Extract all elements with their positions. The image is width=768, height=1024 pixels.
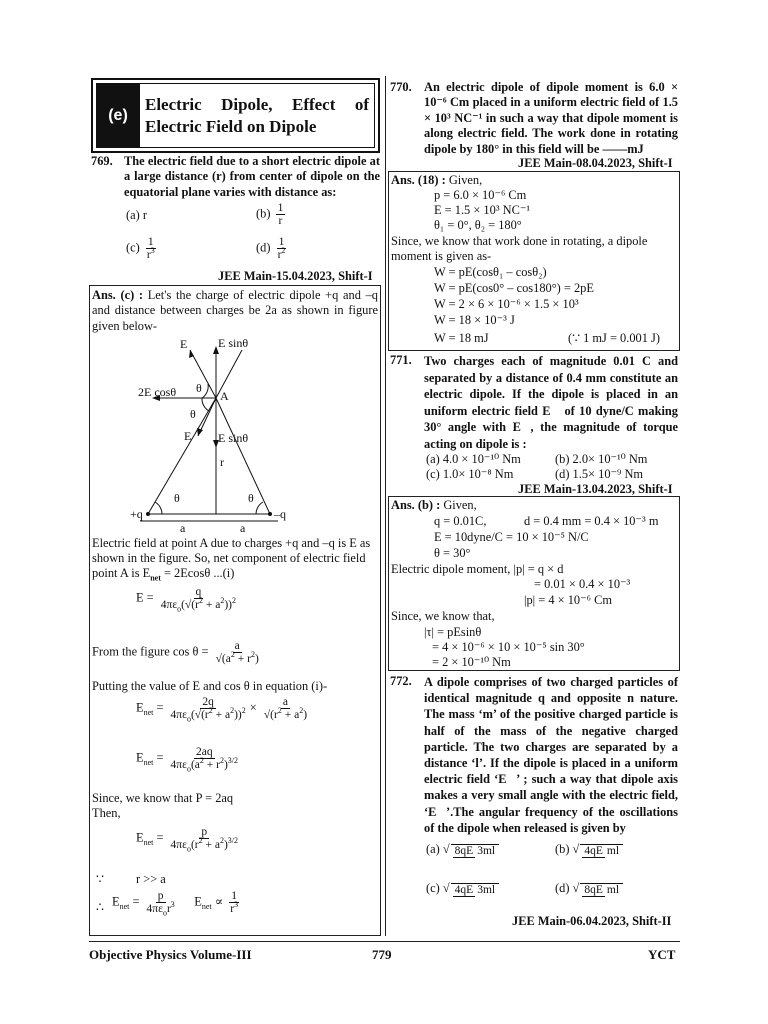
a769-line3: point A is $E_{net} = 2Ecos\theta$ ...(i) [92,566,235,583]
q771-text: Two charges each of magnitude 0.01 C and separated by a distance of 0.4 mm constitute an electric dipole. If the dipole is placed in an uniform electric field E⃗ of 10 dyne/C making 30° angle with E⃗, the magnitude of torque acting on dipole is : [424,354,678,451]
q771-number: 771. [390,353,412,367]
a771-l7: Since, we know that, [391,609,495,623]
dipole-figure [92,336,378,536]
q769-source: JEE Main-15.04.2023, Shift-I [218,269,373,283]
fig-label-E: E [180,337,188,351]
fig-label-A: A [220,389,229,403]
q772-option-c: (c) √ 4qE 3ml [426,881,501,896]
section-header [91,78,380,153]
fig-label-a2: a [240,521,246,535]
fig-label-theta3: θ [174,491,180,505]
q771-option-a: (a) 4.0 × 10⁻¹⁰ Nm [426,452,521,466]
a771-l1a: q = 0.01C, [434,514,487,528]
footer-title: Objective Physics Volume-III [89,947,252,962]
a769-line1: Electric field at point A due to charges +q and –q is E as [92,536,371,550]
a771-l10: = 2 × 10⁻¹⁰ Nm [432,655,511,669]
a770-l3: θ₁ = 0°, θ₂ = 180° [434,218,522,232]
a770-l1: p = 6.0 × 10⁻⁶ Cm [434,188,527,202]
q769-option-b: (b) $\frac{1}{r}$ [256,202,284,227]
section-tag: (e) [96,83,140,148]
a770-l4: Since, we know that work done in rotating, a dipole [391,234,648,248]
a771-l2: E = 10dyne/C = 10 × 10⁻⁵ N/C [434,530,589,544]
fig-label-E2: E [184,429,192,443]
a771-l3: θ = 30° [434,546,471,560]
q769-option-d: (d) $\frac{1}{r^2}$ [256,236,286,261]
q770-source: JEE Main-08.04.2023, Shift-I [518,156,673,170]
q771-option-c: (c) 1.0× 10⁻⁸ Nm [426,467,514,481]
fig-label-plusq: +q [130,507,143,521]
a770-l5: moment is given as- [391,249,492,263]
q769-option-a: (a) r [126,208,147,222]
a770-ans: Ans. (18) : Given, [391,173,483,187]
a770-l7: W = pE(cos0° – cos180°) = 2pE [434,281,594,295]
q771-option-d: (d) 1.5× 10⁻⁹ Nm [555,467,644,481]
q772-source: JEE Main-06.04.2023, Shift-II [512,914,672,928]
footer-rule [89,941,680,942]
q772-option-b: (b) √ 4qE ml [555,842,625,857]
fig-label-theta2: θ [190,407,196,421]
a769-then: Then, [92,806,121,820]
fig-label-r: r [220,455,224,469]
fig-label-2Ecos: 2E cosθ [138,385,177,399]
a769-r-gg-a: r >> a [136,872,166,886]
a769-putting: Putting the value of E and cos θ in equation (i)- [92,679,328,693]
a769-eq-enet3: $E_{net}$ = $\frac{p}{4\pi\varepsilon_o(r^2 + a^2)^{3/2}}$ [136,826,239,854]
section-title: Electric Dipole, Effect of Electric Field on Dipole [145,95,369,136]
q772-option-d: (d) √ 8qE ml [555,881,625,896]
q769-text: The electric field due to a short electric dipole at a large distance (r) from center of dipole on the equatorial plane varies with distance as: [124,154,380,199]
fig-label-Esin-bot: E sinθ [218,431,249,445]
a771-l9: = 4 × 10⁻⁶ × 10 × 10⁻⁵ sin 30° [432,640,585,654]
a769-line2: shown in the figure. So, net component of electric field [92,551,366,565]
a770-l2: E = 1.5 × 10³ NC⁻¹ [434,203,531,217]
a770-l9: W = 18 × 10⁻³ J [434,313,515,327]
a770-l10b: (∵ 1 mJ = 0.001 J) [568,331,660,345]
a771-l4: Electric dipole moment, |p| = q × d [391,562,564,576]
q770-number: 770. [390,80,412,94]
a769-eq-enet2: $E_{net}$ = $\frac{2aq}{4\pi\varepsilon_o(a^2 + r^2)^{3/2}}$ [136,746,239,774]
fig-label-a1: a [180,521,186,535]
footer-page-number: 779 [372,947,392,962]
a770-l8: W = 2 × 6 × 10⁻⁶ × 1.5 × 10³ [434,297,579,311]
a771-l5: = 0.01 × 0.4 × 10⁻³ [534,577,631,591]
a769-therefore: ∴ [96,900,104,914]
a769-intro: Ans. (c) : Let's the charge of electric dipole +q and –q and distance between charges be 2a as shown in figure given below- [92,288,378,333]
a769-eq-final: $E_{net}$ = $\frac{p}{4\pi\varepsilon_or^3}$ $E_{net}$ ∝ $\frac{1}{r^3}$ [112,890,239,918]
q772-option-a: (a) √ 8qE 3ml [426,842,501,857]
footer-publisher: YCT [648,947,676,962]
a770-l10: W = 18 mJ [434,331,489,345]
a771-l1b: d = 0.4 mm = 0.4 × 10⁻³ m [524,514,659,528]
column-divider [385,76,386,936]
q769-option-c: (c) $\frac{1}{r^3}$ [126,236,155,261]
a769-eq-cos: From the figure cos θ = $\frac{a}{√(a^2 + r^2)}$ [92,640,259,665]
a769-since: Since, we know that P = 2aq [92,791,234,805]
fig-label-theta1: θ [196,381,202,395]
a771-l8: |τ| = pEsinθ [424,625,482,639]
a770-l6: W = pE(cosθ₁ – cosθ₂) [434,265,547,279]
q769-number: 769. [91,154,113,168]
a769-because: ∵ [96,872,104,886]
fig-label-Esin-top: E sinθ [218,336,249,350]
a769-eq-enet1: $E_{net}$ = $\frac{2q}{4\pi\varepsilon_o(√(r^2 + a^2))^2}$ × $\frac{a}{√(r^2 + a^2)}$ [136,696,308,724]
a771-ans: Ans. (b) : Given, [391,498,477,512]
a771-l6: |p| = 4 × 10⁻⁶ Cm [524,593,612,607]
q770-text: An electric dipole of dipole moment is 6.0 × 10⁻⁶ Cm placed in a uniform electric field of 1.5 × 10³ NC⁻¹ in such a way that dipole moment is along electric field. The work done in rotating dipole by 180° in this field will be ——mJ [424,80,678,156]
a769-eq-E: E = $\frac{q}{4\pi\varepsilon_o(√(r^2 + a^2))^2}$ [136,586,236,614]
q771-option-b: (b) 2.0× 10⁻¹⁰ Nm [555,452,648,466]
q772-text: A dipole comprises of two charged particles of identical magnitude q and opposite n nature. The mass ‘m’ of the positive charged particle is half of the mass of the negative charged particle. The two charges are separated by a distance ‘l’. If the dipole is placed in a uniform electric field ‘E⃗’ ; such a way that dipole axis makes a very small angle with the electric field, ‘E⃗’.The angular frequency of the oscillations of the dipole when released is given by [424,675,678,835]
fig-label-minusq: –q [274,507,286,521]
q772-number: 772. [390,674,412,688]
q771-source: JEE Main-13.04.2023, Shift-I [518,482,673,496]
fig-label-theta4: θ [248,491,254,505]
